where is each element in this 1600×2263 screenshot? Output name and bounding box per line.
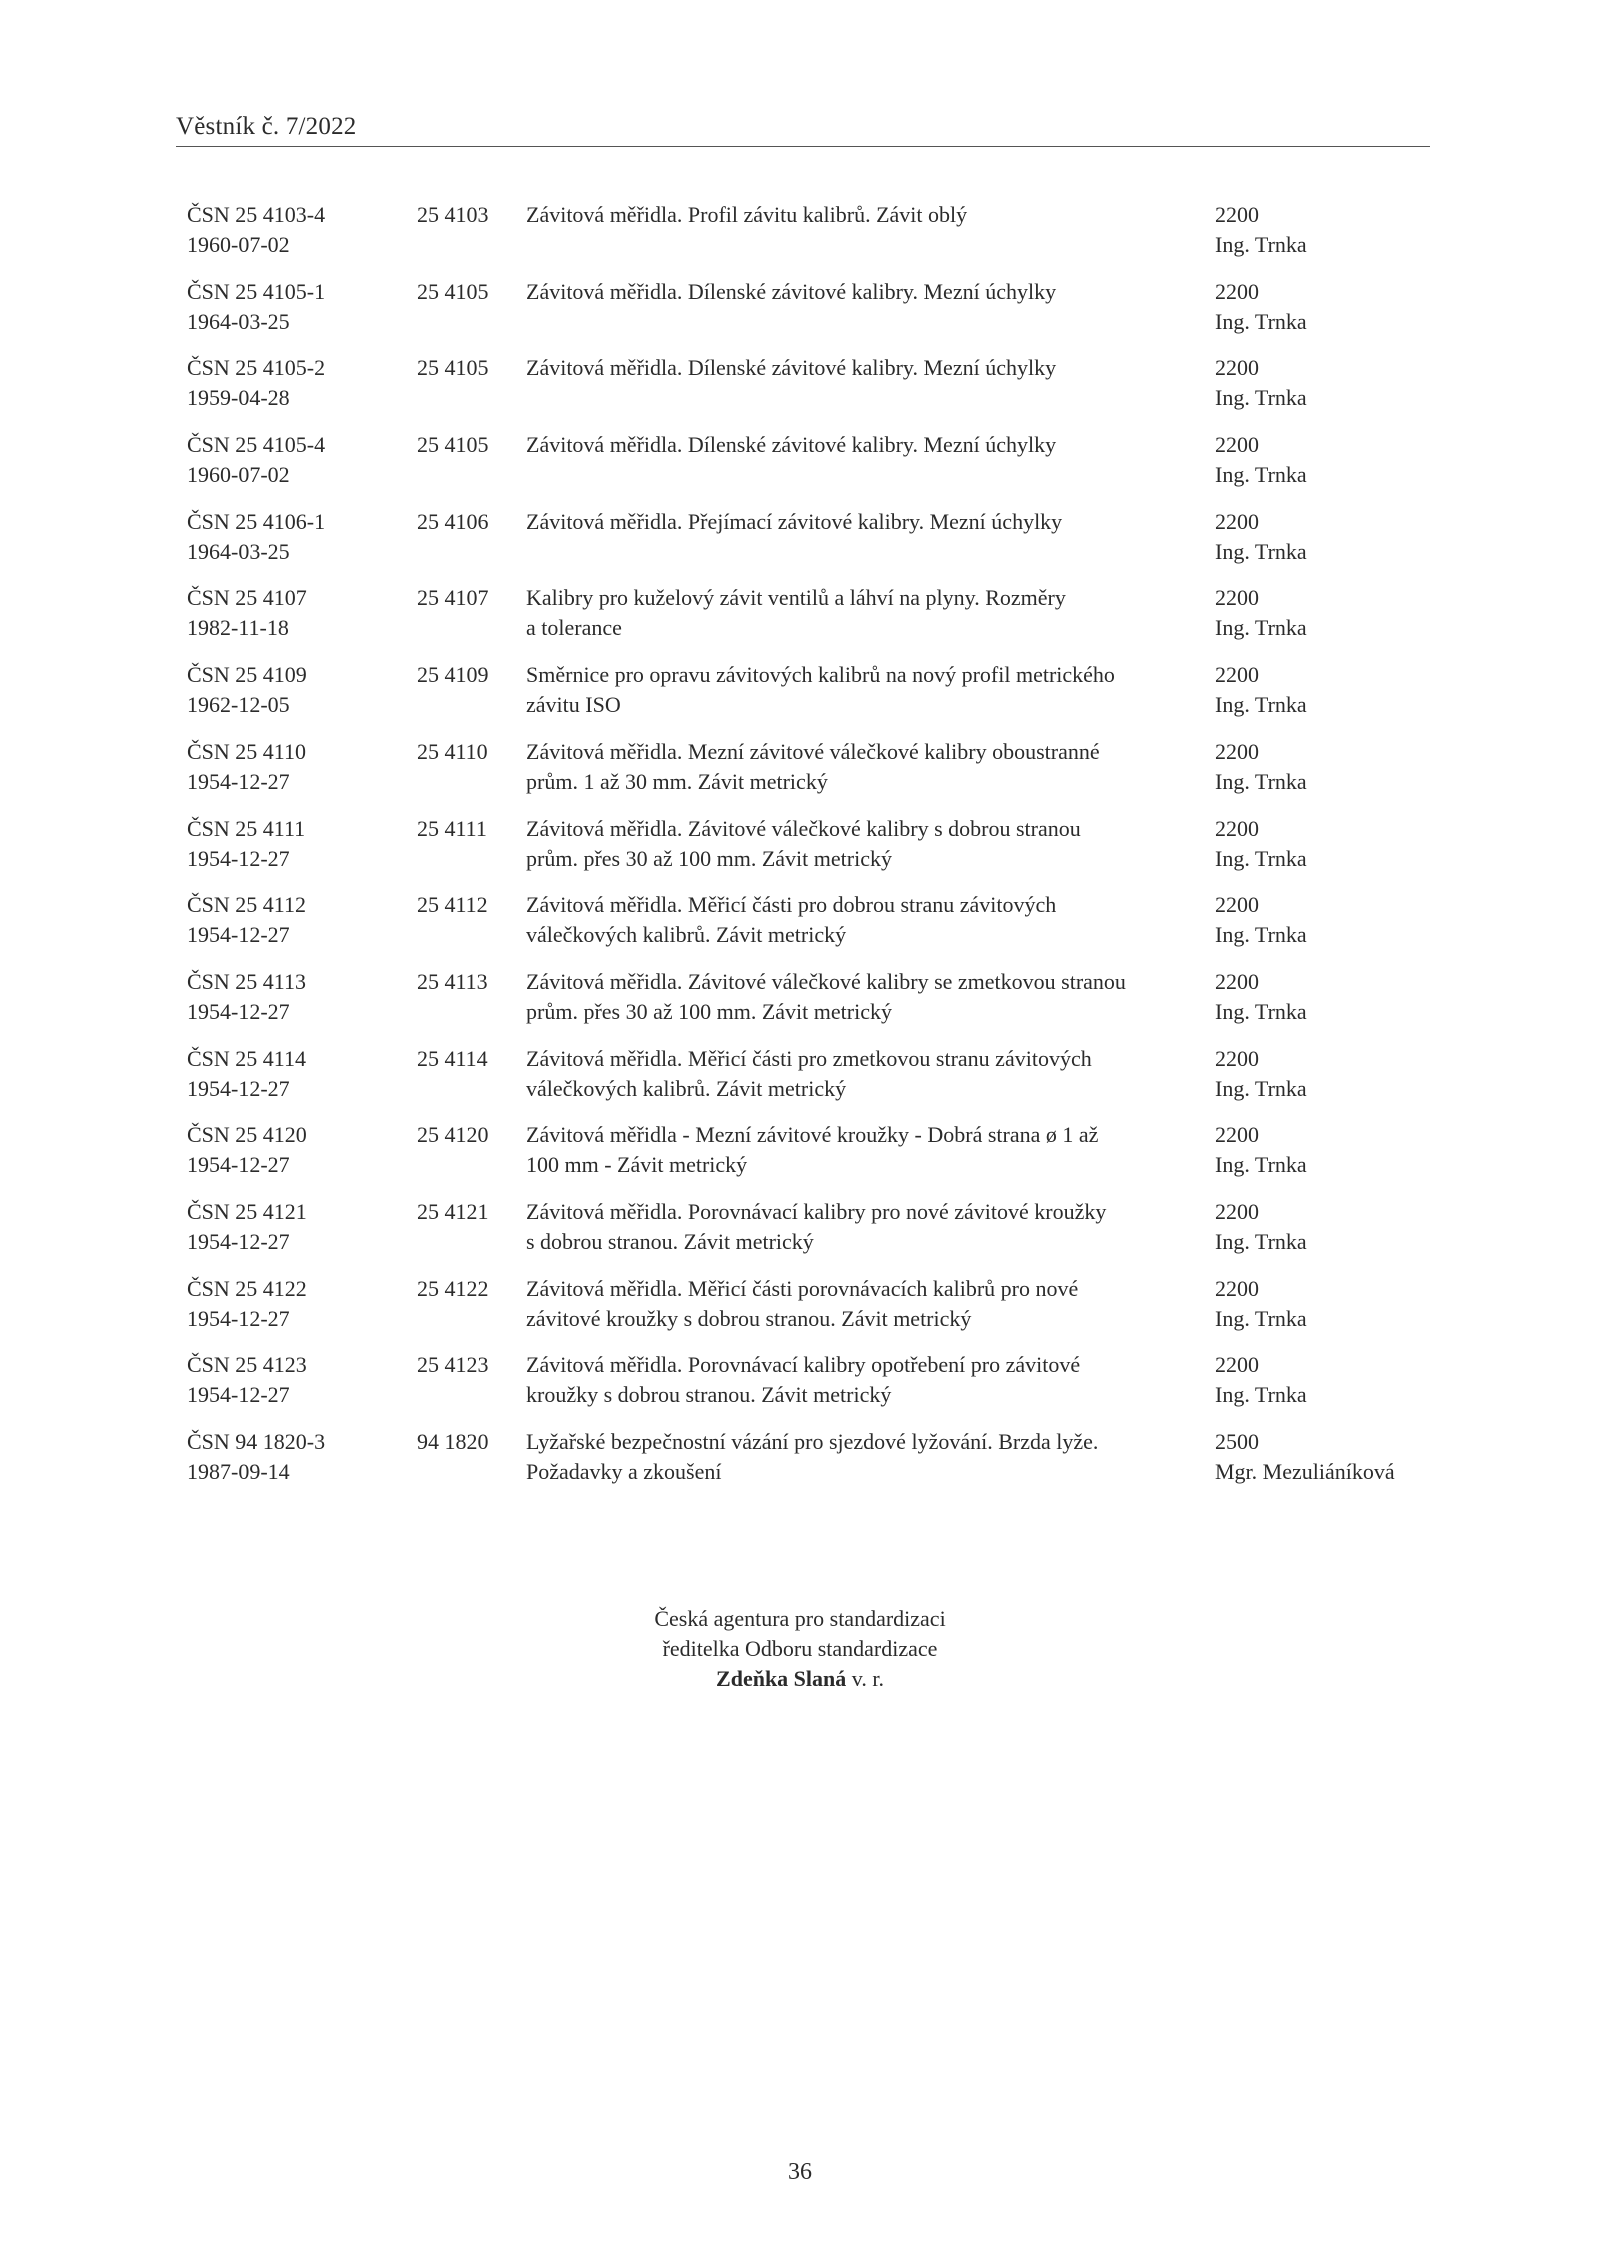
standard-title-line2: prům. přes 30 až 100 mm. Závit metrický [526,845,892,871]
classification-mark: 25 4105 [417,432,489,458]
approval-date: 1954-12-27 [187,1152,290,1178]
standard-title-line1: Závitová měřidla - Mezní závitové kroužky - Dobrá strana ø 1 až [526,1122,1099,1148]
processor-name: Mgr. Mezuliáníková [1215,1459,1395,1484]
classification-mark: 25 4122 [417,1275,489,1301]
processor-name: Ing. Trnka [1215,1228,1307,1254]
standard-title-line1: Závitová měřidla. Měřicí části porovnávacích kalibrů pro nové [526,1275,1079,1301]
standard-code: ČSN 25 4106-1 [187,508,326,534]
standard-title-line1: Směrnice pro opravu závitových kalibrů na nový profil metrického [526,662,1115,688]
standard-title-line1: Závitová měřidla. Závitové válečkové kalibry se zmetkovou stranou [526,968,1126,994]
department-number: 2200 [1215,278,1259,304]
classification-mark: 25 4113 [417,968,488,994]
approval-date: 1960-07-02 [187,232,290,257]
processor-name: Ing. Trnka [1215,1382,1307,1408]
standard-title-line1: Závitová měřidla. Měřicí části pro dobrou stranu závitových [526,892,1057,918]
page-number: 36 [788,2159,812,2185]
approval-date: 1982-11-18 [187,615,289,641]
table-row [187,1120,1437,1197]
standard-code: ČSN 25 4103-4 [187,202,326,227]
processor-name: Ing. Trnka [1215,1152,1307,1178]
signature-suffix: v. r. [846,1666,884,1691]
processor-name: Ing. Trnka [1215,1075,1307,1101]
standard-title-line1: Závitová měřidla. Dílenské závitové kalibry. Mezní úchylky [526,432,1057,458]
standard-title-line2: závitu ISO [526,692,621,718]
approval-date: 1954-12-27 [187,1382,290,1408]
department-number: 2200 [1215,1045,1259,1071]
processor-name: Ing. Trnka [1215,385,1307,411]
signature-position: ředitelka Odboru standardizace [662,1636,938,1661]
classification-mark: 25 4120 [417,1122,489,1148]
department-number: 2200 [1215,585,1259,611]
processor-name: Ing. Trnka [1215,998,1307,1024]
department-number: 2200 [1215,662,1259,688]
classification-mark: 25 4123 [417,1352,489,1378]
table-row [187,277,1437,354]
processor-name: Ing. Trnka [1215,232,1307,257]
table-row [187,660,1437,737]
approval-date: 1959-04-28 [187,385,290,411]
approval-date: 1962-12-05 [187,692,290,718]
department-number: 2200 [1215,202,1259,227]
approval-date: 1960-07-02 [187,462,290,488]
standard-title-line1: Závitová měřidla. Dílenské závitové kalibry. Mezní úchylky [526,278,1057,304]
standard-code: ČSN 25 4122 [187,1275,307,1301]
standard-code: ČSN 25 4105-2 [187,355,326,381]
classification-mark: 25 4112 [417,892,488,918]
department-number: 2200 [1215,1198,1259,1224]
standard-code: ČSN 25 4111 [187,815,306,841]
standard-code: ČSN 25 4121 [187,1198,307,1224]
approval-date: 1987-09-14 [187,1459,290,1484]
processor-name: Ing. Trnka [1215,462,1307,488]
standard-title-line2: závitové kroužky s dobrou stranou. Závit metrický [526,1305,972,1331]
table-row [187,507,1437,584]
signature-line [0,1664,1600,1694]
table-row [187,430,1437,507]
table-row [187,814,1437,891]
standard-title-line1: Závitová měřidla. Měřicí části pro zmetkovou stranu závitových [526,1045,1092,1071]
standard-code: ČSN 94 1820-3 [187,1429,326,1454]
standard-title-line2: Požadavky a zkoušení [526,1459,722,1484]
classification-mark: 25 4105 [417,355,489,381]
department-number: 2200 [1215,892,1259,918]
standard-title-line2: kroužky s dobrou stranou. Závit metrický [526,1382,892,1408]
department-number: 2200 [1215,432,1259,458]
department-number: 2500 [1215,1429,1259,1454]
approval-date: 1954-12-27 [187,845,290,871]
processor-name: Ing. Trnka [1215,768,1307,794]
table-row [187,890,1437,967]
standard-code: ČSN 25 4107 [187,585,307,611]
department-number: 2200 [1215,355,1259,381]
processor-name: Ing. Trnka [1215,692,1307,718]
standards-table [187,200,1437,1504]
standard-code: ČSN 25 4120 [187,1122,307,1148]
department-number: 2200 [1215,815,1259,841]
standard-title-line2: prům. 1 až 30 mm. Závit metrický [526,768,828,794]
table-row [187,1274,1437,1351]
table-row [187,1044,1437,1121]
classification-mark: 25 4121 [417,1198,489,1224]
standard-title-line2: prům. přes 30 až 100 mm. Závit metrický [526,998,892,1024]
approval-date: 1954-12-27 [187,768,290,794]
processor-name: Ing. Trnka [1215,1305,1307,1331]
standard-title-line1: Závitová měřidla. Porovnávací kalibry pro nové závitové kroužky [526,1198,1107,1224]
table-row [187,353,1437,430]
processor-name: Ing. Trnka [1215,845,1307,871]
classification-mark: 25 4107 [417,585,489,611]
classification-mark: 25 4110 [417,738,488,764]
standard-title-line1: Závitová měřidla. Mezní závitové válečkové kalibry oboustranné [526,738,1100,764]
classification-mark: 25 4105 [417,278,489,304]
table-row [187,967,1437,1044]
processor-name: Ing. Trnka [1215,308,1307,334]
department-number: 2200 [1215,968,1259,994]
table-row [187,1427,1437,1504]
standard-title-line2: 100 mm - Závit metrický [526,1152,748,1178]
standard-title-line2: válečkových kalibrů. Závit metrický [526,922,847,948]
approval-date: 1954-12-27 [187,1075,290,1101]
department-number: 2200 [1215,508,1259,534]
classification-mark: 25 4111 [417,815,487,841]
department-number: 2200 [1215,1352,1259,1378]
classification-mark: 25 4103 [417,202,489,227]
standard-title-line1: Závitová měřidla. Dílenské závitové kalibry. Mezní úchylky [526,355,1057,381]
approval-date: 1954-12-27 [187,1305,290,1331]
processor-name: Ing. Trnka [1215,538,1307,564]
standard-title-line1: Závitová měřidla. Porovnávací kalibry opotřebení pro závitové [526,1352,1081,1378]
table-row [187,583,1437,660]
table-row [187,1197,1437,1274]
classification-mark: 25 4109 [417,662,489,688]
standard-code: ČSN 25 4114 [187,1045,306,1071]
approval-date: 1964-03-25 [187,538,290,564]
table-row [187,1350,1437,1427]
standard-title-line1: Závitová měřidla. Profil závitu kalibrů. Závit oblý [526,202,968,227]
standard-code: ČSN 25 4109 [187,662,307,688]
standard-title-line1: Kalibry pro kuželový závit ventilů a láhví na plyny. Rozměry [526,585,1066,611]
department-number: 2200 [1215,1275,1259,1301]
standard-code: ČSN 25 4105-4 [187,432,326,458]
processor-name: Ing. Trnka [1215,922,1307,948]
standard-code: ČSN 25 4112 [187,892,306,918]
classification-mark: 94 1820 [417,1429,489,1454]
department-number: 2200 [1215,738,1259,764]
journal-title: Věstník č. 7/2022 [176,113,357,140]
standard-title-line1: Závitová měřidla. Přejímací závitové kalibry. Mezní úchylky [526,508,1063,534]
signature-name: Zdeňka Slaná [716,1666,847,1691]
approval-date: 1954-12-27 [187,998,290,1024]
approval-date: 1964-03-25 [187,308,290,334]
classification-mark: 25 4114 [417,1045,488,1071]
processor-name: Ing. Trnka [1215,615,1307,641]
department-number: 2200 [1215,1122,1259,1148]
signature-block [0,1604,1600,1694]
approval-date: 1954-12-27 [187,1228,290,1254]
standard-title-line2: válečkových kalibrů. Závit metrický [526,1075,847,1101]
standard-title-line2: a tolerance [526,615,622,641]
signature-agency: Česká agentura pro standardizaci [654,1606,946,1631]
standard-title-line1: Závitová měřidla. Závitové válečkové kalibry s dobrou stranou [526,815,1081,841]
classification-mark: 25 4106 [417,508,489,534]
table-row [187,737,1437,814]
standard-title-line1: Lyžařské bezpečnostní vázání pro sjezdové lyžování. Brzda lyže. [526,1429,1099,1454]
page-header [176,112,1430,147]
table-row [187,200,1437,277]
standard-code: ČSN 25 4105-1 [187,278,326,304]
standard-title-line2: s dobrou stranou. Závit metrický [526,1228,814,1254]
standard-code: ČSN 25 4110 [187,738,306,764]
standard-code: ČSN 25 4123 [187,1352,307,1378]
standard-code: ČSN 25 4113 [187,968,306,994]
approval-date: 1954-12-27 [187,922,290,948]
